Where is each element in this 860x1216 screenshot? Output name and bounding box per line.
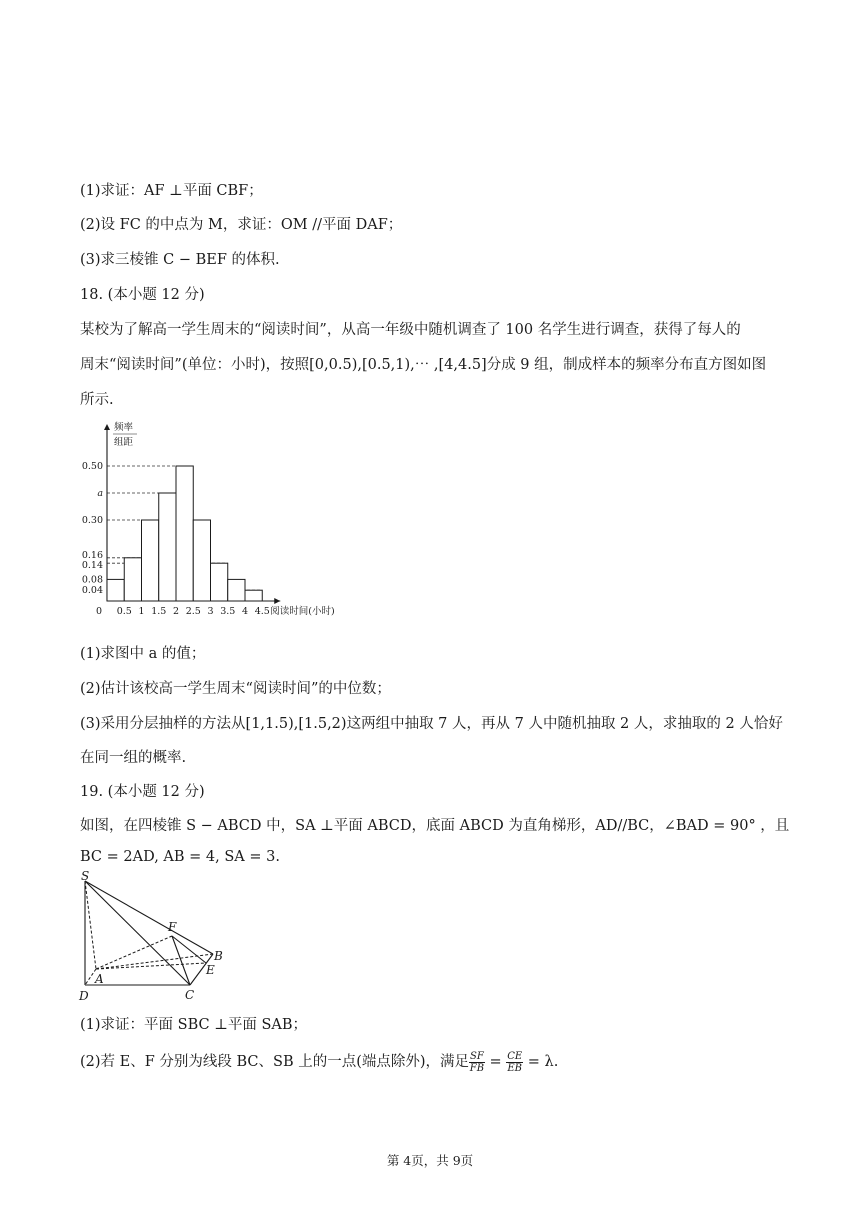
y-tick-label: 0.04 (81, 585, 103, 597)
histogram-bar (245, 590, 262, 601)
fraction-denominator: EB (507, 1062, 523, 1074)
histogram-bar (107, 579, 124, 601)
q18-stem-line1: 某校为了解高一学生周末的“阅读时间”，从高一年级中随机调查了 100 名学生进行调查，获得了每人的 (80, 322, 741, 338)
histogram-bar (142, 520, 159, 601)
q19-part2-suffix: = λ. (523, 1054, 559, 1070)
x-tick-label: 4 (241, 606, 249, 617)
label-D: D (79, 989, 89, 1003)
x-tick-label: 0 (95, 606, 103, 617)
segment-AE-hidden (96, 963, 206, 969)
histogram-bar (159, 493, 176, 601)
label-E: E (206, 963, 215, 977)
x-tick-label: 1 (138, 606, 145, 617)
page-footer: 第 4页，共 9页 (386, 1153, 474, 1168)
q18-part1: (1)求图中 a 的值； (80, 646, 206, 662)
equals-sign: = (484, 1054, 507, 1070)
segment-AF-hidden (96, 936, 172, 969)
histogram-bar (176, 466, 193, 601)
x-tick-label: 3 (207, 606, 214, 617)
y-axis-arrow (104, 424, 110, 430)
y-tick-label: 0.50 (81, 461, 103, 472)
q18-stem-line3: 所示. (80, 392, 114, 408)
x-axis-arrow (274, 598, 280, 604)
q19-part2 (80, 1050, 558, 1074)
label-F: F (168, 920, 177, 934)
fraction-numerator: SF (470, 1050, 484, 1062)
q19-part2-text: (2)若 E、F 分别为线段 BC、SB 上的一点(端点除外)，满足 (80, 1054, 470, 1070)
x-tick-label: 3.5 (220, 606, 236, 617)
x-tick-label: 2.5 (185, 606, 201, 617)
frequency-histogram (78, 418, 368, 623)
q19-stem-line1: 如图，在四棱锥 S − ABCD 中，SA ⊥平面 ABCD，底面 ABCD 为直角梯形，AD//BC，∠BAD = 90° ，且 (80, 818, 790, 834)
fraction-numerator: CE (507, 1050, 523, 1062)
y-tick-label: 0.08 (81, 574, 103, 586)
histogram-bar (124, 558, 141, 601)
histogram-bar (193, 520, 210, 601)
q19-header: 19. (本小题 12 分) (80, 784, 205, 800)
q18-stem-line2: 周末“阅读时间”(单位：小时)，按照[0,0.5),[0.5,1),⋯ ,[4,4.5]分成 9 组，制成样本的频率分布直方图如图 (80, 357, 767, 373)
edge-SA-hidden (85, 881, 96, 969)
y-tick-label: 0.30 (81, 515, 103, 526)
label-S: S (81, 869, 90, 883)
q18-part3-line2: 在同一组的概率. (80, 750, 187, 766)
q19-stem-line2: BC = 2AD, AB = 4, SA = 3. (80, 849, 280, 865)
q17-part3: (3)求三棱锥 C − BEF 的体积. (80, 252, 280, 268)
fraction-CE-EB (506, 1051, 523, 1074)
pyramid-figure (76, 868, 236, 1008)
y-tick-label: a (97, 488, 103, 499)
edge-AB-hidden (96, 954, 213, 969)
q18-part2: (2)估计该校高一学生周末“阅读时间”的中位数； (80, 681, 391, 697)
histogram-bar (211, 563, 228, 601)
label-A: A (95, 972, 104, 986)
x-tick-label: 1.5 (151, 606, 167, 617)
q19-part1: (1)求证：平面 SBC ⊥平面 SAB； (80, 1017, 308, 1033)
fraction-denominator: FB (469, 1062, 485, 1074)
y-axis-title-numerator: 频率 (114, 422, 134, 433)
y-tick-label: 0.16 (81, 549, 103, 561)
label-B: B (214, 949, 223, 963)
histogram-bar (228, 579, 245, 601)
q18-header: 18. (本小题 12 分) (80, 287, 205, 303)
x-tick-label: 4.5 (254, 606, 270, 617)
x-axis-title: 阅读时间(小时) (270, 606, 335, 617)
q17-part1: (1)求证：AF ⊥平面 CBF； (80, 183, 263, 199)
y-tick-label: 0.14 (81, 560, 103, 572)
y-axis-title-denominator: 组距 (114, 437, 134, 448)
x-tick-label: 0.5 (116, 606, 132, 617)
q18-part3-line1: (3)采用分层抽样的方法从[1,1.5),[1.5,2)这两组中抽取 7 人，再从 7 人中随机抽取 2 人，求抽取的 2 人恰好 (80, 716, 783, 732)
x-tick-label: 2 (172, 606, 180, 617)
edge-SB (85, 881, 213, 954)
label-C: C (185, 988, 195, 1002)
q17-part2: (2)设 FC 的中点为 M，求证：OM //平面 DAF； (80, 217, 403, 233)
fraction-SF-FB (469, 1051, 485, 1074)
